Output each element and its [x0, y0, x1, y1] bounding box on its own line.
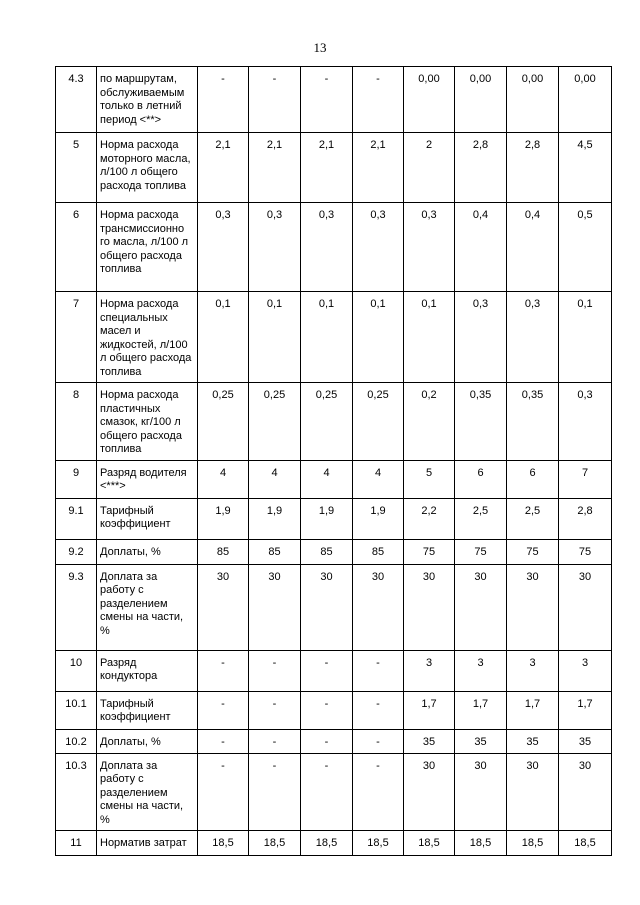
row-description: Разряд водителя <***> [97, 460, 198, 498]
table-row [56, 831, 612, 856]
row-description: по маршрутам, обслуживаемым только в летний период <**> [97, 67, 198, 133]
row-value: - [353, 650, 404, 691]
row-value: 1,9 [198, 498, 249, 539]
row-value: 35 [507, 729, 559, 753]
row-value: 2,1 [249, 133, 301, 203]
row-value: 7 [559, 460, 612, 498]
row-value: 0,1 [404, 292, 455, 383]
row-value: 18,5 [404, 831, 455, 856]
row-description: Разряд кондуктора [97, 650, 198, 691]
row-value: 0,25 [198, 383, 249, 461]
row-value: - [353, 67, 404, 133]
row-description: Доплаты, % [97, 729, 198, 753]
row-value: 3 [507, 650, 559, 691]
row-value: 4 [301, 460, 353, 498]
row-value: 35 [455, 729, 507, 753]
row-value: - [353, 753, 404, 831]
row-value: 35 [404, 729, 455, 753]
row-description: Норма расхода моторного масла, л/100 л общего расхода топлива [97, 133, 198, 203]
row-number: 10.3 [56, 753, 97, 831]
row-value: 75 [507, 539, 559, 564]
row-value: 2,1 [301, 133, 353, 203]
table-row [56, 383, 612, 461]
row-value: 1,7 [455, 691, 507, 729]
row-number: 8 [56, 383, 97, 461]
row-value: 6 [455, 460, 507, 498]
row-value: - [249, 753, 301, 831]
row-number: 6 [56, 203, 97, 292]
row-value: 30 [455, 753, 507, 831]
row-value: 0,25 [301, 383, 353, 461]
row-value: - [249, 691, 301, 729]
row-value: 30 [404, 564, 455, 650]
row-value: 2,1 [198, 133, 249, 203]
row-number: 11 [56, 831, 97, 856]
row-value: 3 [404, 650, 455, 691]
row-value: 0,1 [198, 292, 249, 383]
row-value: 18,5 [249, 831, 301, 856]
row-value: 75 [559, 539, 612, 564]
row-value: 4 [249, 460, 301, 498]
row-number: 5 [56, 133, 97, 203]
table-row [56, 67, 612, 133]
row-description: Тарифный коэффициент [97, 498, 198, 539]
row-value: - [198, 753, 249, 831]
row-value: 4,5 [559, 133, 612, 203]
table-body [56, 67, 612, 856]
row-value: - [198, 691, 249, 729]
row-value: 0,5 [559, 203, 612, 292]
row-value: 30 [507, 753, 559, 831]
row-value: 85 [353, 539, 404, 564]
row-number: 9 [56, 460, 97, 498]
page-number: 13 [313, 40, 327, 55]
row-description: Доплата за работу с разделением смены на части, % [97, 753, 198, 831]
row-value: - [301, 650, 353, 691]
row-value: 0,1 [249, 292, 301, 383]
table-row [56, 498, 612, 539]
row-description: Норматив затрат [97, 831, 198, 856]
row-value: 2,2 [404, 498, 455, 539]
row-value: 30 [455, 564, 507, 650]
row-value: 6 [507, 460, 559, 498]
row-value: 30 [559, 564, 612, 650]
row-value: 2,8 [455, 133, 507, 203]
row-value: - [301, 753, 353, 831]
row-value: 1,7 [559, 691, 612, 729]
row-value: 4 [198, 460, 249, 498]
row-value: - [198, 650, 249, 691]
row-value: 18,5 [301, 831, 353, 856]
table-row [56, 691, 612, 729]
row-value: 2,8 [507, 133, 559, 203]
row-value: 2,8 [559, 498, 612, 539]
row-value: 2 [404, 133, 455, 203]
row-value: 18,5 [198, 831, 249, 856]
row-value: 1,9 [301, 498, 353, 539]
row-value: 4 [353, 460, 404, 498]
row-value: - [249, 729, 301, 753]
row-value: 18,5 [559, 831, 612, 856]
table-row [56, 539, 612, 564]
row-value: 0,00 [507, 67, 559, 133]
row-value: 0,3 [455, 292, 507, 383]
row-value: - [301, 729, 353, 753]
row-value: 0,4 [455, 203, 507, 292]
row-number: 9.1 [56, 498, 97, 539]
row-value: - [353, 691, 404, 729]
table-row [56, 292, 612, 383]
row-value: 0,3 [507, 292, 559, 383]
row-description: Доплаты, % [97, 539, 198, 564]
row-value: 0,3 [353, 203, 404, 292]
row-value: 18,5 [507, 831, 559, 856]
row-description: Норма расхода трансмиссионно го масла, л/100 л общего расхода топлива [97, 203, 198, 292]
row-value: 18,5 [455, 831, 507, 856]
row-description: Доплата за работу с разделением смены на части, % [97, 564, 198, 650]
row-number: 10.2 [56, 729, 97, 753]
row-value: 0,4 [507, 203, 559, 292]
row-value: 35 [559, 729, 612, 753]
row-value: 1,7 [507, 691, 559, 729]
row-value: 0,25 [249, 383, 301, 461]
row-value: 30 [249, 564, 301, 650]
row-value: 0,35 [507, 383, 559, 461]
row-number: 9.2 [56, 539, 97, 564]
row-value: 3 [559, 650, 612, 691]
row-value: 0,3 [301, 203, 353, 292]
row-value: 5 [404, 460, 455, 498]
row-value: 75 [404, 539, 455, 564]
table-row [56, 133, 612, 203]
row-value: 30 [353, 564, 404, 650]
row-value: 85 [249, 539, 301, 564]
table-row [56, 650, 612, 691]
row-value: - [301, 691, 353, 729]
row-number: 9.3 [56, 564, 97, 650]
row-value: 0,2 [404, 383, 455, 461]
row-value: 3 [455, 650, 507, 691]
row-number: 10 [56, 650, 97, 691]
row-value: 0,25 [353, 383, 404, 461]
row-value: 1,9 [249, 498, 301, 539]
row-value: 0,1 [353, 292, 404, 383]
row-value: 30 [301, 564, 353, 650]
row-value: 75 [455, 539, 507, 564]
norms-table [55, 66, 612, 856]
row-value: 0,35 [455, 383, 507, 461]
row-value: 0,3 [404, 203, 455, 292]
row-value: 30 [507, 564, 559, 650]
row-value: 0,3 [198, 203, 249, 292]
row-number: 7 [56, 292, 97, 383]
row-value: 85 [301, 539, 353, 564]
row-value: - [249, 650, 301, 691]
row-value: 0,00 [404, 67, 455, 133]
row-value: 0,1 [301, 292, 353, 383]
row-value: - [301, 67, 353, 133]
row-description: Норма расхода специальных масел и жидкостей, л/100 л общего расхода топлива [97, 292, 198, 383]
row-value: 2,5 [507, 498, 559, 539]
table-row [56, 564, 612, 650]
row-description: Норма расхода пластичных смазок, кг/100 л общего расхода топлива [97, 383, 198, 461]
table-row [56, 203, 612, 292]
row-value: - [198, 729, 249, 753]
row-value: 1,7 [404, 691, 455, 729]
row-value: 30 [198, 564, 249, 650]
row-value: 30 [559, 753, 612, 831]
row-description: Тарифный коэффициент [97, 691, 198, 729]
table-row [56, 460, 612, 498]
row-number: 10.1 [56, 691, 97, 729]
row-value: 2,1 [353, 133, 404, 203]
row-value: 2,5 [455, 498, 507, 539]
row-value: 0,1 [559, 292, 612, 383]
row-value: 0,00 [455, 67, 507, 133]
row-value: 18,5 [353, 831, 404, 856]
row-value: 0,3 [249, 203, 301, 292]
row-value: - [353, 729, 404, 753]
row-value: - [198, 67, 249, 133]
row-number: 4.3 [56, 67, 97, 133]
row-value: 30 [404, 753, 455, 831]
table-row [56, 753, 612, 831]
row-value: 0,3 [559, 383, 612, 461]
row-value: 1,9 [353, 498, 404, 539]
row-value: 85 [198, 539, 249, 564]
row-value: - [249, 67, 301, 133]
table-row [56, 729, 612, 753]
row-value: 0,00 [559, 67, 612, 133]
